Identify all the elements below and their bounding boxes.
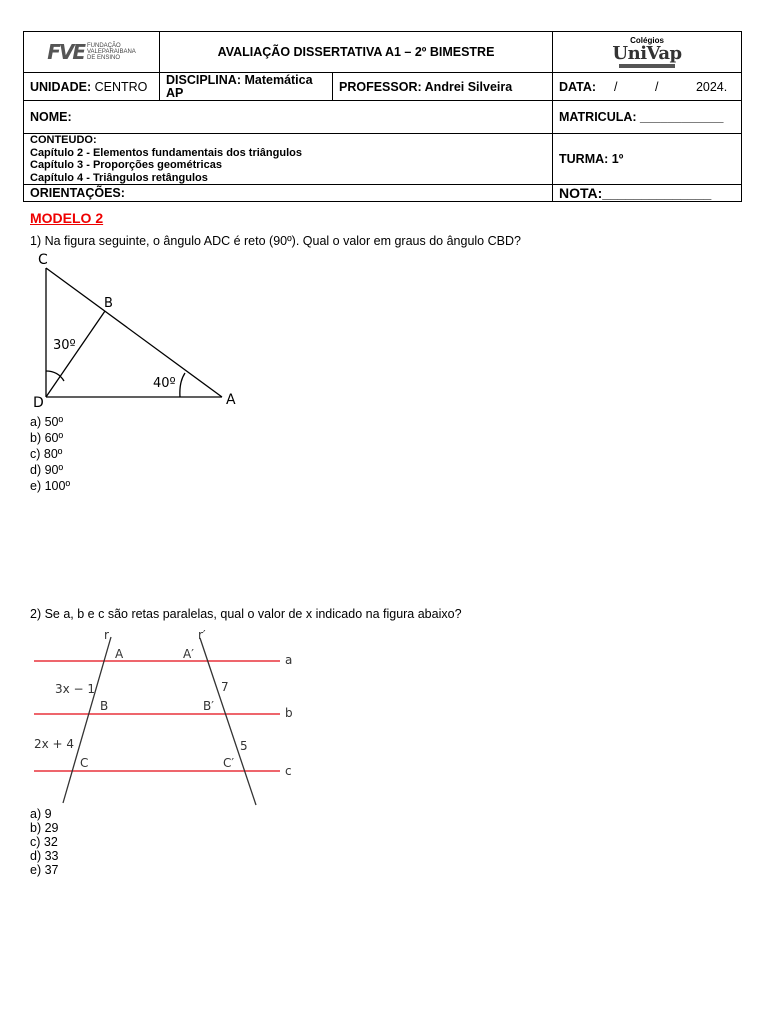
conteudo-section: CONTEUDO: Capítulo 2 - Elementos fundamentais dos triângulos Capítulo 3 - Proporções geométricas Capítulo 4 - Triângulos retângulos [24, 134, 553, 185]
fve-logo-cell [24, 32, 160, 73]
label-line-c: c [285, 764, 292, 778]
question-2-text: 2) Se a, b e c são retas paralelas, qual o valor de x indicado na figura abaixo? [30, 607, 462, 621]
q2-option-c[interactable]: c) 32 [30, 835, 58, 849]
point-a: A [115, 647, 124, 661]
professor-field: PROFESSOR: Andrei Silveira [333, 73, 553, 101]
modelo-title: MODELO 2 [30, 210, 104, 226]
parallel-lines-figure [28, 628, 308, 810]
triangle-figure [28, 250, 248, 410]
data-field: DATA: / / 2024. [553, 73, 742, 101]
label-2x-4: 2x + 4 [34, 737, 75, 751]
q2-option-d[interactable]: d) 33 [30, 849, 59, 863]
label-7: 7 [221, 680, 229, 694]
point-b: B [100, 699, 109, 713]
line-r-prime [200, 638, 256, 805]
label-line-a: a [285, 653, 293, 667]
label-d: D [33, 395, 44, 410]
q1-option-d[interactable]: d) 90º [30, 463, 64, 477]
svg-text:r: r [104, 628, 109, 642]
q1-option-c[interactable]: c) 80º [30, 447, 63, 461]
label-3x-1: 3x − 1 [55, 682, 96, 696]
point-c: C [80, 756, 89, 770]
q2-option-b[interactable]: b) 29 [30, 821, 59, 835]
fve-logo-mark: FVE [47, 40, 84, 64]
univap-logo-cell [553, 32, 742, 73]
point-b-prime: B′ [203, 699, 214, 713]
question-2-options [30, 807, 59, 877]
label-a: A [226, 392, 236, 408]
label-angle-30: 30º [53, 338, 76, 353]
q1-option-b[interactable]: b) 60º [30, 431, 64, 445]
nome-field[interactable]: NOME: [24, 101, 553, 134]
disciplina-field: DISCIPLINA: Matemática AP [160, 73, 333, 101]
label-angle-40: 40º [153, 376, 176, 391]
q2-option-e[interactable]: e) 37 [30, 863, 59, 877]
fve-logo [30, 40, 153, 64]
matricula-field[interactable]: MATRICULA: ____________ [553, 101, 742, 134]
label-c: C [38, 252, 48, 268]
unidade-field: UNIDADE: CENTRO [24, 73, 160, 101]
fve-logo-text: FUNDAÇÃO VALEPARAIBANA DE ENSINO [87, 43, 136, 61]
label-5: 5 [240, 739, 248, 753]
question-1-options [30, 414, 70, 494]
point-a-prime: A′ [183, 647, 194, 661]
header-table [23, 31, 742, 202]
q1-option-a[interactable]: a) 50º [30, 415, 64, 429]
label-line-b: b [285, 706, 293, 720]
nota-field[interactable]: NOTA:______________ [553, 185, 742, 202]
label-b: B [104, 296, 113, 311]
q1-option-e[interactable]: e) 100º [30, 479, 71, 493]
exam-title: AVALIAÇÃO DISSERTATIVA A1 – 2º BIMESTRE [160, 32, 553, 73]
point-c-prime: C′ [223, 756, 235, 770]
univap-logo: Colégios UniVap [559, 37, 735, 68]
q2-option-a[interactable]: a) 9 [30, 807, 52, 821]
question-1-text: 1) Na figura seguinte, o ângulo ADC é reto (90º). Qual o valor em graus do ângulo CBD? [30, 234, 521, 248]
line-r [63, 637, 111, 803]
svg-text:r′: r′ [198, 628, 206, 642]
orientacoes-field: ORIENTAÇÕES: [24, 185, 553, 202]
turma-field: TURMA: 1º [553, 134, 742, 185]
